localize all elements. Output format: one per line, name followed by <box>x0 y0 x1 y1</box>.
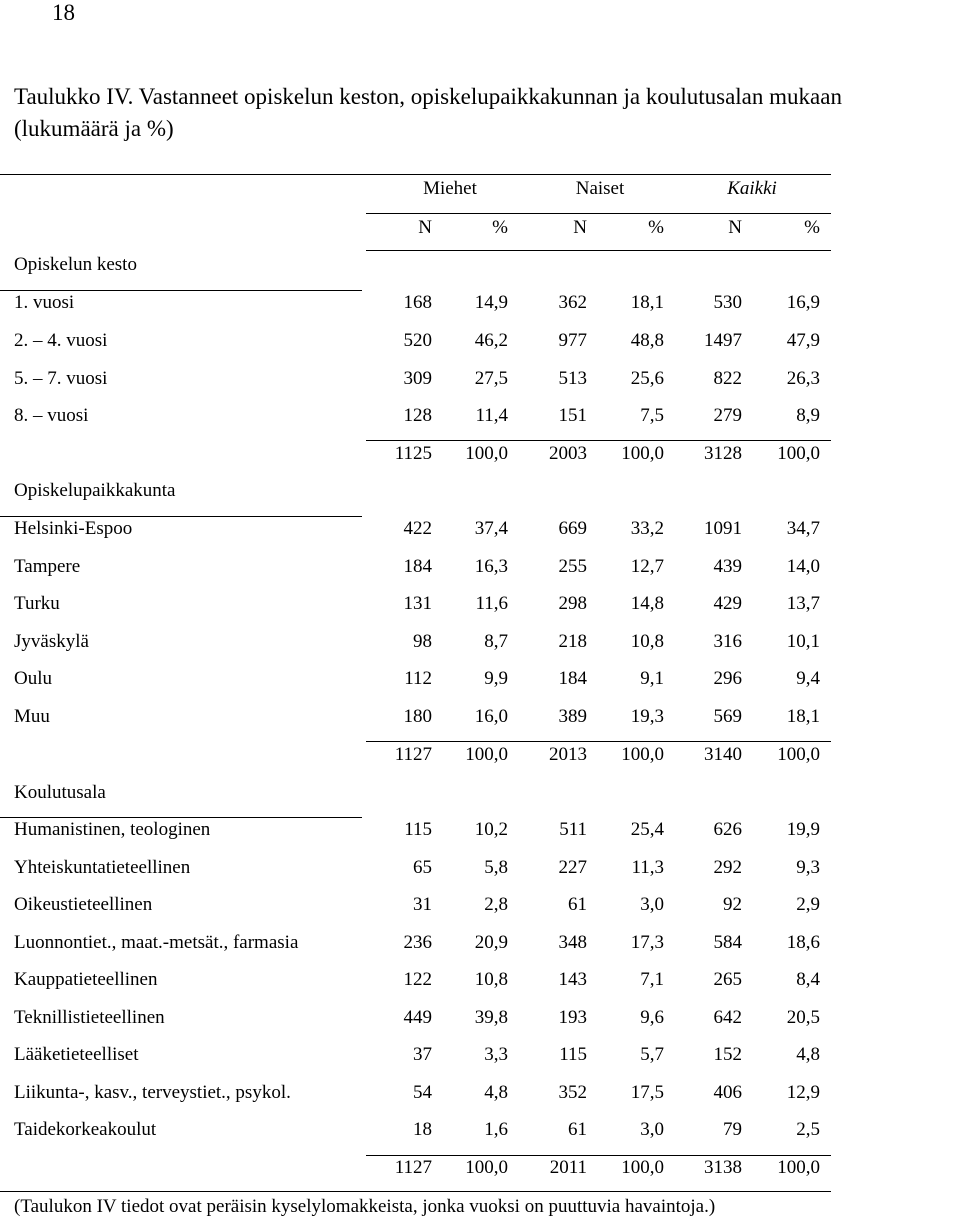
table-cell: 236 <box>403 932 432 953</box>
total-rule <box>366 1155 831 1156</box>
table-cell: 16,3 <box>474 556 508 577</box>
table-cell: 10,8 <box>474 969 508 990</box>
table-cell: 143 <box>558 969 587 990</box>
table-cell: 79 <box>723 1119 742 1140</box>
total-cell: 100,0 <box>465 1157 508 1178</box>
section-heading: Opiskelun kesto <box>14 254 137 275</box>
subheader-cell: % <box>804 217 820 238</box>
row-label: Taidekorkeakoulut <box>14 1119 157 1140</box>
table-cell: 39,8 <box>474 1007 508 1028</box>
table-cell: 4,8 <box>796 1044 820 1065</box>
section-heading-rule <box>0 516 362 517</box>
table-cell: 115 <box>559 1044 587 1065</box>
section-heading-rule <box>0 290 362 291</box>
row-label: Yhteiskuntatieteellinen <box>14 857 191 878</box>
table-cell: 33,2 <box>630 518 664 539</box>
row-label: Helsinki-Espoo <box>14 518 133 539</box>
table-cell: 46,2 <box>474 330 508 351</box>
table-cell: 569 <box>713 706 742 727</box>
table-cell: 3,0 <box>640 1119 664 1140</box>
table-cell: 389 <box>558 706 587 727</box>
table-cell: 92 <box>723 894 742 915</box>
table-cell: 513 <box>558 368 587 389</box>
row-label: 5. – 7. vuosi <box>14 368 108 389</box>
row-label: 2. – 4. vuosi <box>14 330 108 351</box>
table-cell: 10,2 <box>474 819 508 840</box>
table-cell: 227 <box>558 857 587 878</box>
row-label: Turku <box>14 593 60 614</box>
table-cell: 642 <box>713 1007 742 1028</box>
table-cell: 98 <box>413 631 432 652</box>
table-cell: 14,9 <box>474 292 508 313</box>
row-label: Jyväskylä <box>14 631 89 652</box>
table-cell: 348 <box>558 932 587 953</box>
table-cell: 9,3 <box>796 857 820 878</box>
table-cell: 184 <box>558 668 587 689</box>
table-cell: 422 <box>403 518 432 539</box>
table-cell: 5,8 <box>484 857 508 878</box>
section-heading: Opiskelupaikkakunta <box>14 480 176 501</box>
total-cell: 100,0 <box>777 443 820 464</box>
table-cell: 9,9 <box>484 668 508 689</box>
row-label: Oikeustieteellinen <box>14 894 153 915</box>
table-cell: 17,3 <box>630 932 664 953</box>
table-cell: 25,6 <box>630 368 664 389</box>
table-cell: 8,9 <box>796 405 820 426</box>
table-cell: 669 <box>558 518 587 539</box>
table-cell: 151 <box>558 405 587 426</box>
total-rule <box>366 741 831 742</box>
table-cell: 128 <box>403 405 432 426</box>
table-cell: 12,7 <box>630 556 664 577</box>
table-cell: 584 <box>713 932 742 953</box>
table-cell: 7,5 <box>640 405 664 426</box>
total-cell: 100,0 <box>777 1157 820 1178</box>
table-cell: 4,8 <box>484 1082 508 1103</box>
table-cell: 3,3 <box>484 1044 508 1065</box>
row-label: Oulu <box>14 668 52 689</box>
footnote: (Taulukon IV tiedot ovat peräisin kyselylomakkeista, jonka vuoksi on puuttuvia havaintoja.) <box>14 1196 716 1217</box>
total-cell: 3140 <box>704 744 742 765</box>
table-cell: 511 <box>559 819 587 840</box>
table-cell: 9,4 <box>796 668 820 689</box>
table-cell: 13,7 <box>786 593 820 614</box>
section-heading-rule <box>0 817 362 818</box>
table-cell: 362 <box>558 292 587 313</box>
table-cell: 26,3 <box>786 368 820 389</box>
total-cell: 100,0 <box>621 1157 664 1178</box>
table-cell: 37 <box>413 1044 432 1065</box>
section-heading: Koulutusala <box>14 782 106 803</box>
table-cell: 1091 <box>704 518 742 539</box>
table-cell: 168 <box>403 292 432 313</box>
table-cell: 352 <box>558 1082 587 1103</box>
page-number: 18 <box>52 0 75 25</box>
subheader-cell: N <box>573 217 587 238</box>
row-label: 8. – vuosi <box>14 405 89 426</box>
table-cell: 11,3 <box>631 857 664 878</box>
table-cell: 152 <box>713 1044 742 1065</box>
table-cell: 626 <box>713 819 742 840</box>
table-cell: 10,1 <box>786 631 820 652</box>
row-label: Muu <box>14 706 50 727</box>
table-cell: 309 <box>403 368 432 389</box>
table-cell: 18,1 <box>630 292 664 313</box>
header-women: Naiset <box>575 178 625 199</box>
table-cell: 8,4 <box>796 969 820 990</box>
table-cell: 218 <box>558 631 587 652</box>
table-cell: 193 <box>558 1007 587 1028</box>
total-cell: 1125 <box>394 443 432 464</box>
total-cell: 3138 <box>704 1157 742 1178</box>
table-cell: 122 <box>403 969 432 990</box>
table-cell: 37,4 <box>474 518 508 539</box>
table-cell: 1,6 <box>484 1119 508 1140</box>
header-rule <box>366 213 831 214</box>
table-cell: 1497 <box>704 330 742 351</box>
table-cell: 18,6 <box>786 932 820 953</box>
table-cell: 292 <box>713 857 742 878</box>
row-label: Kauppatieteellinen <box>14 969 158 990</box>
table-cell: 429 <box>713 593 742 614</box>
table-cell: 20,9 <box>474 932 508 953</box>
header-men: Miehet <box>423 178 477 199</box>
table-cell: 14,0 <box>786 556 820 577</box>
table-cell: 9,6 <box>640 1007 664 1028</box>
subheader-cell: N <box>728 217 742 238</box>
table-cell: 112 <box>404 668 432 689</box>
row-label: Humanistinen, teologinen <box>14 819 211 840</box>
total-cell: 2013 <box>549 744 587 765</box>
table-cell: 19,3 <box>630 706 664 727</box>
table-cell: 255 <box>558 556 587 577</box>
table-cell: 265 <box>713 969 742 990</box>
table-cell: 2,5 <box>796 1119 820 1140</box>
table-cell: 180 <box>403 706 432 727</box>
table-cell: 48,8 <box>630 330 664 351</box>
total-cell: 3128 <box>704 443 742 464</box>
table-cell: 9,1 <box>640 668 664 689</box>
table-subtitle: (lukumäärä ja %) <box>14 116 174 141</box>
subheader-cell: % <box>648 217 664 238</box>
total-cell: 2011 <box>549 1157 587 1178</box>
table-cell: 27,5 <box>474 368 508 389</box>
row-label: Lääketieteelliset <box>14 1044 139 1065</box>
table-cell: 47,9 <box>786 330 820 351</box>
table-cell: 61 <box>568 894 587 915</box>
table-cell: 31 <box>413 894 432 915</box>
table-cell: 19,9 <box>786 819 820 840</box>
table-cell: 8,7 <box>484 631 508 652</box>
row-label: Teknillistieteellinen <box>14 1007 165 1028</box>
table-bottom-rule <box>0 1191 831 1192</box>
table-cell: 11,4 <box>475 405 508 426</box>
table-cell: 977 <box>558 330 587 351</box>
table-cell: 54 <box>413 1082 432 1103</box>
table-cell: 14,8 <box>630 593 664 614</box>
table-cell: 296 <box>713 668 742 689</box>
table-cell: 18 <box>413 1119 432 1140</box>
total-cell: 100,0 <box>777 744 820 765</box>
subheader-rule <box>366 250 831 251</box>
total-cell: 2003 <box>549 443 587 464</box>
table-cell: 822 <box>713 368 742 389</box>
table-cell: 131 <box>403 593 432 614</box>
table-top-rule <box>0 174 831 175</box>
table-cell: 115 <box>404 819 432 840</box>
table-cell: 520 <box>403 330 432 351</box>
table-cell: 11,6 <box>475 593 508 614</box>
table-cell: 61 <box>568 1119 587 1140</box>
table-cell: 16,0 <box>474 706 508 727</box>
table-cell: 184 <box>403 556 432 577</box>
table-cell: 449 <box>403 1007 432 1028</box>
table-cell: 17,5 <box>630 1082 664 1103</box>
table-cell: 2,9 <box>796 894 820 915</box>
table-cell: 12,9 <box>786 1082 820 1103</box>
table-cell: 279 <box>713 405 742 426</box>
total-cell: 100,0 <box>621 443 664 464</box>
table-cell: 298 <box>558 593 587 614</box>
table-cell: 34,7 <box>786 518 820 539</box>
table-cell: 65 <box>413 857 432 878</box>
total-cell: 1127 <box>394 1157 432 1178</box>
subheader-cell: N <box>418 217 432 238</box>
row-label: Tampere <box>14 556 81 577</box>
total-cell: 1127 <box>394 744 432 765</box>
table-cell: 5,7 <box>640 1044 664 1065</box>
total-rule <box>366 440 831 441</box>
row-label: 1. vuosi <box>14 292 75 313</box>
header-all: Kaikki <box>727 178 777 199</box>
table-cell: 530 <box>713 292 742 313</box>
table-title: Taulukko IV. Vastanneet opiskelun keston, opiskelupaikkakunnan ja koulutusalan mukaan <box>14 84 842 109</box>
subheader-cell: % <box>492 217 508 238</box>
table-cell: 18,1 <box>786 706 820 727</box>
table-cell: 2,8 <box>484 894 508 915</box>
table-cell: 7,1 <box>640 969 664 990</box>
table-cell: 439 <box>713 556 742 577</box>
table-cell: 16,9 <box>786 292 820 313</box>
table-cell: 3,0 <box>640 894 664 915</box>
total-cell: 100,0 <box>465 744 508 765</box>
table-cell: 10,8 <box>630 631 664 652</box>
table-cell: 20,5 <box>786 1007 820 1028</box>
total-cell: 100,0 <box>465 443 508 464</box>
total-cell: 100,0 <box>621 744 664 765</box>
row-label: Luonnontiet., maat.-metsät., farmasia <box>14 932 299 953</box>
row-label: Liikunta-, kasv., terveystiet., psykol. <box>14 1082 291 1103</box>
table-cell: 406 <box>713 1082 742 1103</box>
table-cell: 25,4 <box>630 819 664 840</box>
table-cell: 316 <box>713 631 742 652</box>
